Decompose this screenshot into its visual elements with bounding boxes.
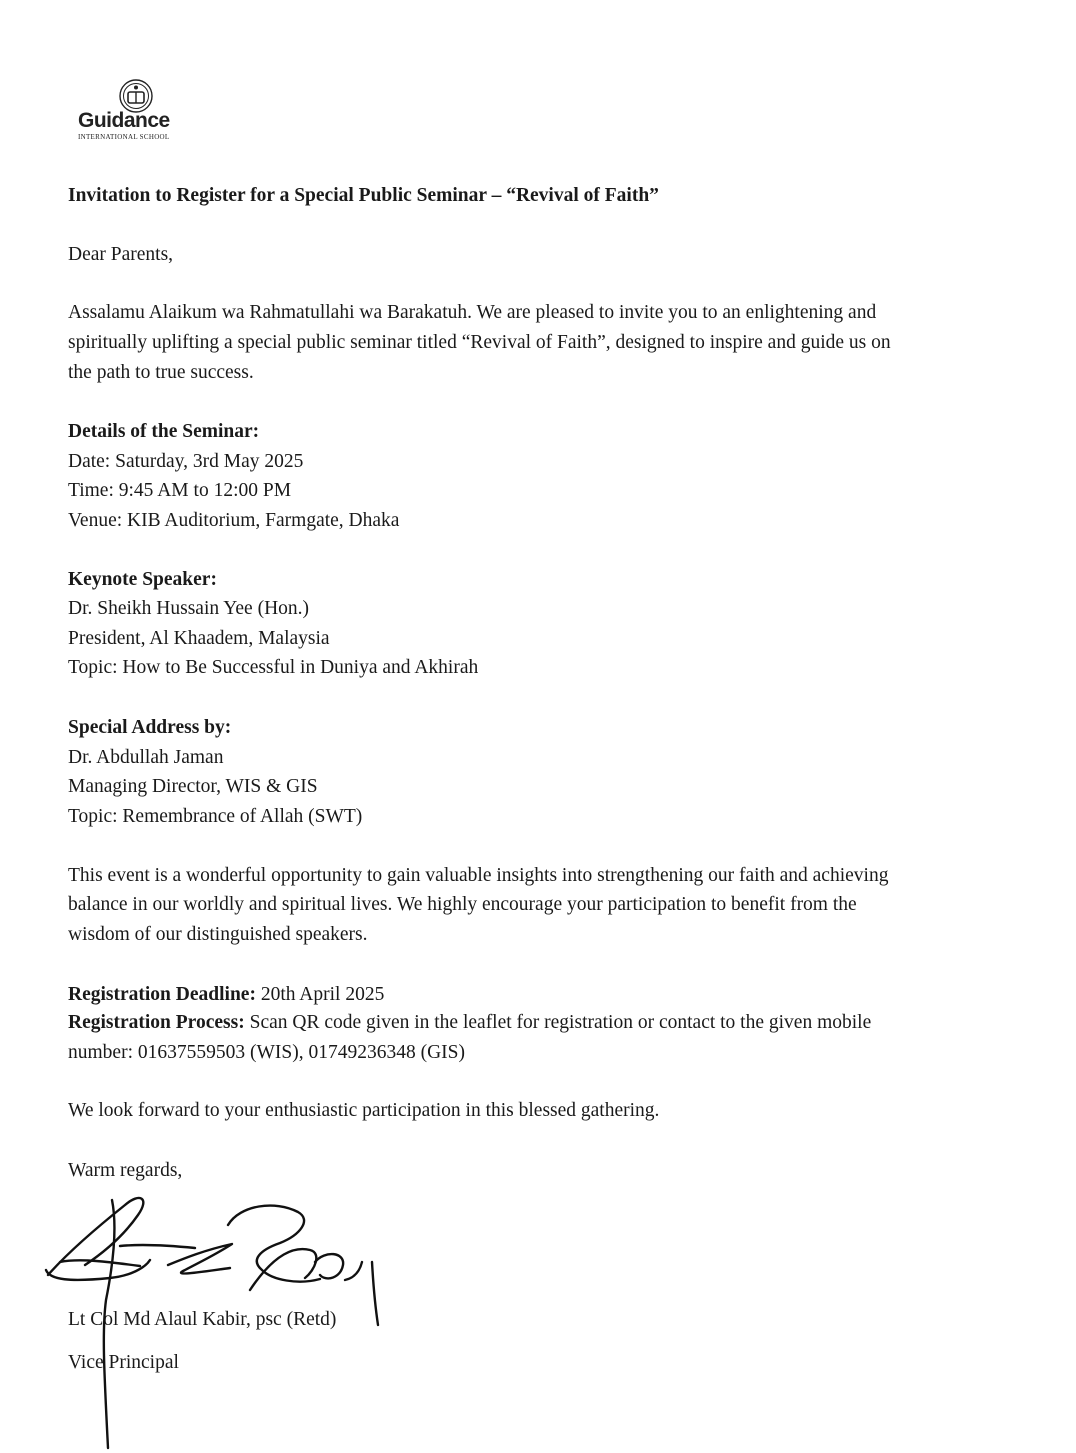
special-address-position: Managing Director, WIS & GIS [68,776,318,797]
intro-line: spiritually uplifting a special public seminar titled “Revival of Faith”, designed to inspire and guide us on [68,332,891,353]
keynote-topic: Topic: How to Be Successful in Duniya and Akhirah [68,657,479,678]
registration-contact-numbers: number: 01637559503 (WIS), 01749236348 (GIS) [68,1042,465,1063]
details-heading: Details of the Seminar: [68,421,260,442]
registration-deadline-value: 20th April 2025 [255,984,385,1005]
registration-deadline-label: Registration Deadline: [68,984,256,1005]
seminar-venue: Venue: KIB Auditorium, Farmgate, Dhaka [68,510,400,531]
salutation: Dear Parents, [68,244,174,265]
seminar-time: Time: 9:45 AM to 12:00 PM [68,480,292,501]
intro-line: Assalamu Alaikum wa Rahmatullahi wa Barakatuh. We are pleased to invite you to an enlightening and [68,302,877,323]
book-emblem-icon [76,74,196,114]
signatory-name: Lt Col Md Alaul Kabir, psc (Retd) [68,1309,337,1330]
regards: Warm regards, [68,1160,183,1181]
registration-deadline [68,985,384,1005]
special-address-heading: Special Address by: [68,717,232,738]
letter-title: Invitation to Register for a Special Public Seminar – “Revival of Faith” [68,185,659,206]
logo-subtitle: INTERNATIONAL SCHOOL [78,133,170,141]
keynote-heading: Keynote Speaker: [68,569,217,590]
registration-process-value: Scan QR code given in the leaflet for registration or contact to the given mobile [244,1012,872,1033]
closing-line: We look forward to your enthusiastic participation in this blessed gathering. [68,1100,660,1121]
event-line: This event is a wonderful opportunity to gain valuable insights into strengthening our faith and achieving [68,865,889,886]
special-address-topic: Topic: Remembrance of Allah (SWT) [68,806,363,827]
logo-wordmark: Guidance [78,109,170,132]
keynote-position: President, Al Khaadem, Malaysia [68,628,330,649]
school-logo [76,74,196,148]
signatory-title: Vice Principal [68,1352,179,1373]
event-line: wisdom of our distinguished speakers. [68,924,368,945]
registration-process-label: Registration Process: [68,1012,245,1033]
seminar-date: Date: Saturday, 3rd May 2025 [68,451,304,472]
special-address-name: Dr. Abdullah Jaman [68,747,224,768]
registration-process [68,1013,871,1033]
intro-line: the path to true success. [68,362,254,383]
keynote-name: Dr. Sheikh Hussain Yee (Hon.) [68,598,310,619]
event-line: balance in our worldly and spiritual lives. We highly encourage your participation to benefit from the [68,894,857,915]
